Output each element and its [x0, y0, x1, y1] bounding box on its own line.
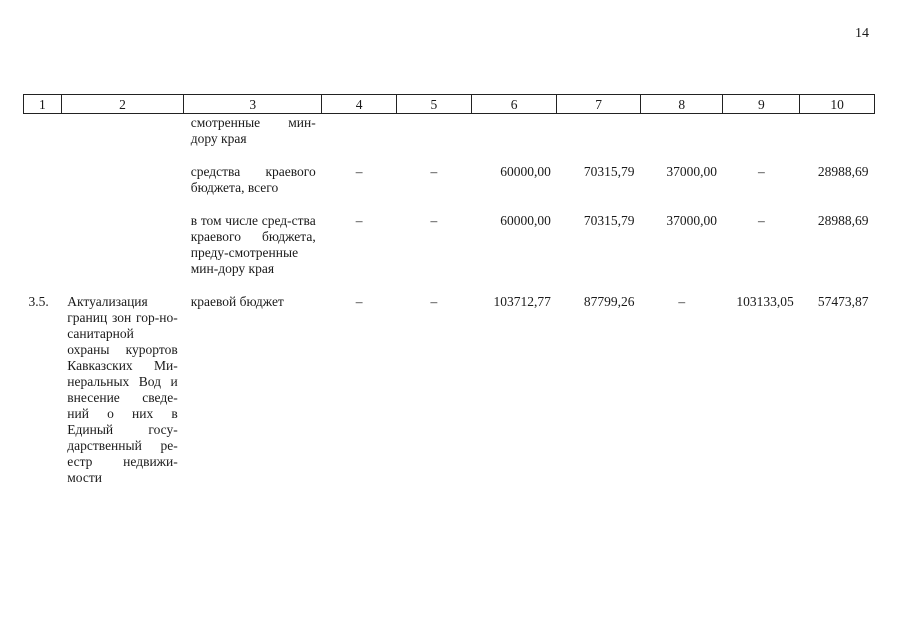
header-col-6: 6	[471, 95, 557, 114]
header-col-8: 8	[640, 95, 723, 114]
row-number	[24, 213, 62, 277]
value-col-9: 103133,05	[736, 294, 794, 309]
value-col-5: –	[430, 164, 438, 179]
value-col-10: 28988,69	[817, 164, 869, 179]
value-col-6: 60000,00	[500, 213, 551, 228]
table-row	[24, 213, 875, 277]
value-col-5: –	[430, 294, 438, 309]
value-col-4: –	[355, 164, 363, 179]
value-col-10	[800, 114, 875, 148]
value-col-5: –	[430, 213, 438, 228]
value-col-9: –	[757, 164, 765, 179]
value-col-4	[322, 114, 397, 148]
header-col-9: 9	[723, 95, 800, 114]
row-number: 3.5.	[28, 294, 49, 309]
value-col-8: 37000,00	[666, 213, 717, 228]
activity-name	[61, 164, 183, 196]
value-col-10: 28988,69	[817, 213, 869, 228]
header-col-1: 1	[24, 95, 62, 114]
value-col-8: 37000,00	[666, 164, 717, 179]
funding-source: в том числе сред-ства краевого бюджета, преду-смотренные мин-дору края	[190, 213, 316, 276]
value-col-7: 87799,26	[583, 294, 635, 309]
value-col-4: –	[355, 213, 363, 228]
row-number	[24, 164, 62, 196]
page-number: 14	[855, 26, 869, 41]
row-number	[24, 114, 62, 148]
value-col-5	[397, 114, 472, 148]
value-col-9	[723, 114, 800, 148]
header-col-7: 7	[557, 95, 641, 114]
table-row	[24, 114, 875, 148]
value-col-10: 57473,87	[817, 294, 869, 309]
funding-source: краевой бюджет	[190, 294, 284, 309]
value-col-7	[557, 114, 641, 148]
header-col-2: 2	[61, 95, 183, 114]
value-col-6	[471, 114, 557, 148]
value-col-8	[640, 114, 723, 148]
header-row	[24, 95, 875, 114]
budget-table	[23, 94, 875, 486]
value-col-8: –	[678, 294, 686, 309]
header-col-10: 10	[800, 95, 875, 114]
table-row	[24, 164, 875, 196]
activity-name: Актуализация границ зон гор-но-санитарной охраны курортов Кавказских Ми-неральных Вод и внесение сведе-ний о них в Единый госу-дарственный ре-естр недвижи-мости	[67, 294, 178, 485]
activity-name	[61, 114, 183, 148]
header-col-4: 4	[322, 95, 397, 114]
header-col-3: 3	[184, 95, 322, 114]
funding-source: смотренные мин-дору края	[190, 115, 316, 146]
value-col-4: –	[355, 294, 363, 309]
value-col-7: 70315,79	[583, 213, 635, 228]
table-row	[24, 294, 875, 486]
activity-name	[61, 213, 183, 277]
value-col-9: –	[757, 213, 765, 228]
value-col-7: 70315,79	[583, 164, 635, 179]
funding-source: средства краевого бюджета, всего	[190, 164, 316, 195]
header-col-5: 5	[397, 95, 472, 114]
value-col-6: 103712,77	[493, 294, 551, 309]
value-col-6: 60000,00	[500, 164, 551, 179]
